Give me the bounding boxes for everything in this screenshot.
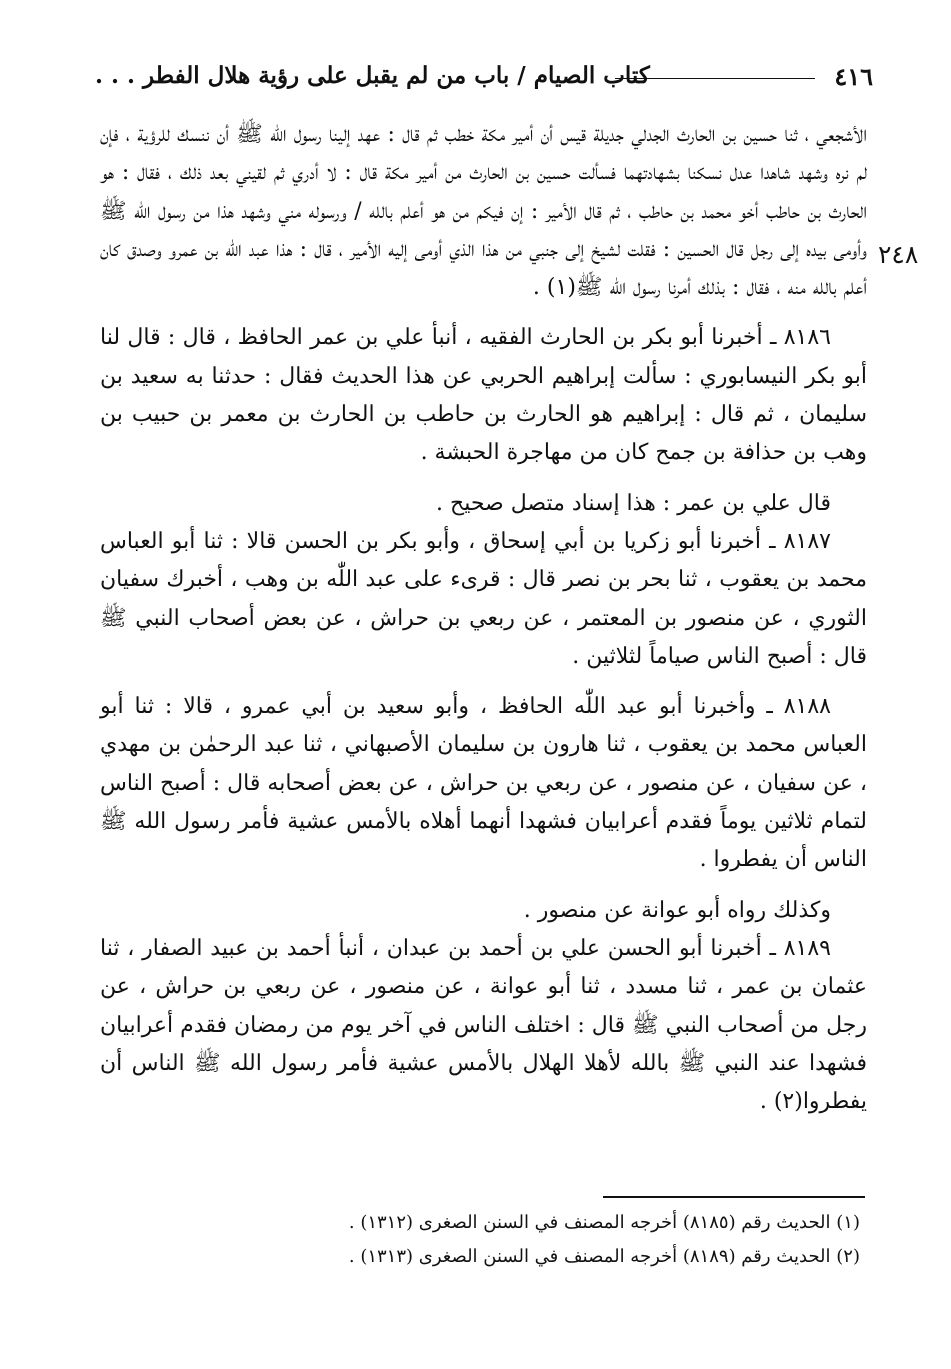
footnote-1: (١) الحديث رقم (٨١٨٥) أخرجه المصنف في السنن الصغرى (١٣١٢) . <box>348 1212 860 1233</box>
paragraph-hadith-8186: ٨١٨٦ ـ أخبرنا أبو بكر بن الحارث الفقيه ، أنبأ علي بن عمر الحافظ ، قال : قال لنا أبو بكر النيسابوري : سألت إبراهيم الحربي عن هذا الحديث فقال : حدثنا به سعيد بن سليمان ، ثم قال : إبراهيم هو الحارث بن حاطب بن الحارث بن معمر بن حبيب بن وهب بن حذافة بن جمح كان من مهاجرة الحبشة . <box>100 325 867 466</box>
paragraph-continuation: الأشجعي ، ثنا حسين بن الحارث الجدلي جديلة قيس أن أمير مكة خطب ثم قال : عهد إلينا رسول الله ﷺ أن ننسك للرؤية ، فإن لم نره وشهد شاهدا عدل نسكنا بشهادتهما فسألت حسين بن الحارث من أمير مكة قال : لا أدري ثم لقيني بعد ذلك ، فقال : هو الحارث بن حاطب أخو محمد بن حاطب ، ثم قال الأمير : إن فيكم من هو أعلم بالله / ورسوله مني وشهد هذا من رسول الله ﷺ وأومى بيده إلى رجل قال الحسين : فقلت لشيخ إلى جنبي من هذا الذي أومى إليه الأمير ، قال : هذا عبد اللّٰه بن عمرو وصدق كان أعلم بالله منه ، فقال : بذلك أمرنا رسول الله ﷺ(١) . <box>100 122 867 301</box>
footnote-separator <box>603 1196 865 1198</box>
footnotes <box>100 1206 860 1274</box>
page-number: ٤١٦ <box>834 62 873 91</box>
running-title: كتاب الصيام / باب من لم يقبل على رؤية هلال الفطر . . . <box>95 62 650 89</box>
paragraph-comment: قال علي بن عمر : هذا إسناد متصل صحيح . <box>436 490 831 516</box>
paragraph-hadith-8189: ٨١٨٩ ـ أخبرنا أبو الحسن علي بن أحمد بن عبدان ، أنبأ أحمد بن عبيد الصفار ، ثنا عثمان بن عمر ، ثنا مسدد ، ثنا أبو عوانة ، عن منصور ، عن ربعي بن حراش ، عن رجل من أصحاب النبي ﷺ قال : اختلف الناس في آخر يوم من رمضان فقدم أعرابيان فشهدا عند النبي ﷺ بالله لأهلا الهلال بالأمس عشية فأمر رسول الله ﷺ الناس أن يفطروا(٢) . <box>100 935 867 1115</box>
page-header <box>95 58 873 98</box>
paragraph-comment-2: وكذلك رواه أبو عوانة عن منصور . <box>523 897 831 923</box>
margin-page-number: ٢٤٨ <box>878 240 919 269</box>
footnote-2: (٢) الحديث رقم (٨١٨٩) أخرجه المصنف في السنن الصغرى (١٣١٣) . <box>348 1246 860 1267</box>
paragraph-hadith-8188: ٨١٨٨ ـ وأخبرنا أبو عبد اللّٰه الحافظ ، وأبو سعيد بن أبي عمرو ، قالا : ثنا أبو العباس محمد بن يعقوب ، ثنا هارون بن سليمان الأصبهاني ، ثنا عبد الرحمٰن بن مهدي ، عن سفيان ، عن منصور ، عن ربعي بن حراش ، عن بعض أصحابه قال : أصبح الناس لتمام ثلاثين يوماً فقدم أعرابيان فشهدا أنهما أهلاه بالأمس عشية فأمر رسول الله ﷺ الناس أن يفطروا . <box>100 694 867 873</box>
paragraph-hadith-8187: ٨١٨٧ ـ أخبرنا أبو زكريا بن أبي إسحاق ، وأبو بكر بن الحسن قالا : ثنا أبو العباس محمد بن يعقوب ، ثنا بحر بن نصر قال : قرىء على عبد اللّٰه بن وهب ، أخبرك سفيان الثوري ، عن منصور بن المعتمر ، عن ربعي بن حراش ، عن بعض أصحاب النبي ﷺ قال : أصبح الناس صياماً لثلاثين . <box>100 528 867 669</box>
main-text <box>100 116 867 1121</box>
